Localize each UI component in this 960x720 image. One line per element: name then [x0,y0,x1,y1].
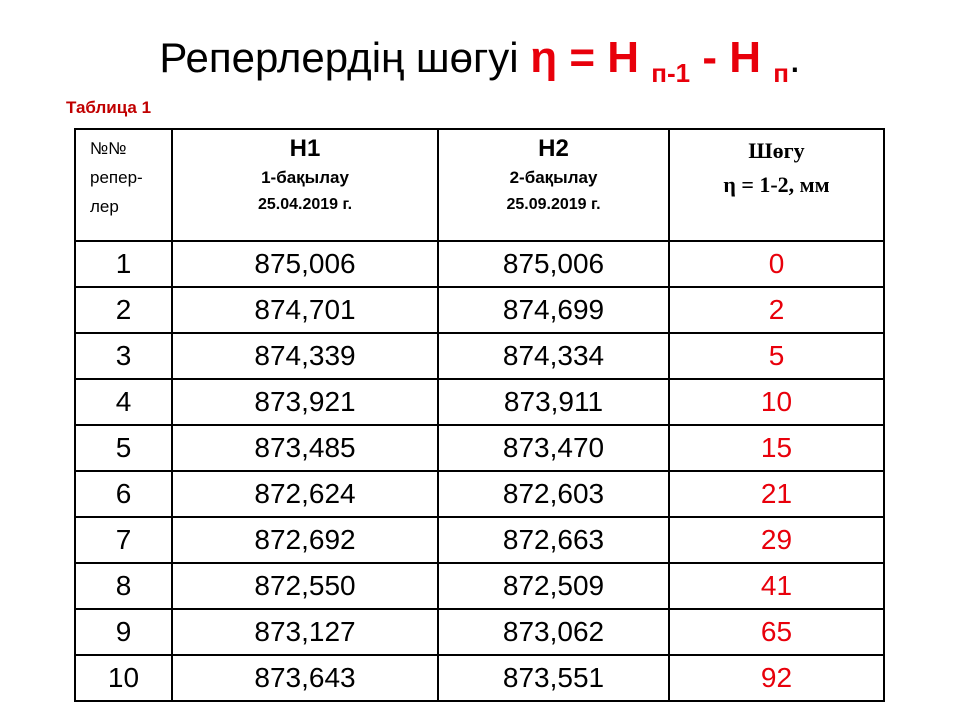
cell-benchmark-number: 4 [75,379,172,425]
cell-h1-value: 874,339 [172,333,438,379]
cell-settlement-value: 10 [669,379,884,425]
formula-mid: - H [690,33,774,82]
cell-h1-value: 872,550 [172,563,438,609]
cell-settlement-value: 65 [669,609,884,655]
cell-benchmark-number: 7 [75,517,172,563]
cell-h2-value: 872,509 [438,563,669,609]
cell-settlement-value: 2 [669,287,884,333]
cell-settlement-value: 29 [669,517,884,563]
table-row [75,563,884,609]
cell-h2-value: 873,911 [438,379,669,425]
table-row [75,609,884,655]
cell-settlement-value: 5 [669,333,884,379]
header-settlement-title: Шөгу [748,138,805,163]
cell-h1-value: 872,624 [172,471,438,517]
cell-h1-value: 875,006 [172,241,438,287]
cell-settlement-value: 92 [669,655,884,701]
cell-h1-value: 873,643 [172,655,438,701]
cell-benchmark-number: 6 [75,471,172,517]
table-header-row [75,129,884,241]
formula-main: η = H [530,33,652,82]
cell-h1-value: 874,701 [172,287,438,333]
cell-benchmark-number: 9 [75,609,172,655]
table-row [75,471,884,517]
header-h1 [172,129,438,241]
title-period: . [788,34,801,81]
benchmark-table [74,128,885,702]
table-caption: Таблица 1 [66,98,152,117]
cell-benchmark-number: 10 [75,655,172,701]
table-row [75,287,884,333]
table-row [75,517,884,563]
cell-settlement-value: 0 [669,241,884,287]
cell-benchmark-number: 1 [75,241,172,287]
cell-h2-value: 872,603 [438,471,669,517]
header-h2-symbol: H2 [538,135,569,162]
cell-h2-value: 872,663 [438,517,669,563]
header-h1-symbol: H1 [289,135,321,162]
cell-settlement-value: 41 [669,563,884,609]
header-settlement [669,129,884,241]
cell-h1-value: 873,921 [172,379,438,425]
cell-benchmark-number: 2 [75,287,172,333]
table-row [75,425,884,471]
cell-h2-value: 874,334 [438,333,669,379]
header-h1-label: 1-бақылау [261,168,349,187]
header-h2-label: 2-бақылау [509,168,598,187]
cell-h2-value: 873,062 [438,609,669,655]
cell-settlement-value: 21 [669,471,884,517]
header-settlement-formula: η = 1-2, мм [723,172,830,197]
cell-h1-value: 873,485 [172,425,438,471]
cell-benchmark-number: 8 [75,563,172,609]
cell-h2-value: 873,551 [438,655,669,701]
header-benchmark-number: №№ репер- лер [75,129,172,241]
header-h2-date: 25.09.2019 г. [506,196,601,213]
table-row [75,241,884,287]
title-text: Реперлердің шөгуі [159,34,531,81]
table-row [75,379,884,425]
cell-h2-value: 873,470 [438,425,669,471]
table-body [75,241,884,701]
title-formula [530,33,789,88]
cell-benchmark-number: 3 [75,333,172,379]
cell-h1-value: 873,127 [172,609,438,655]
table-row [75,655,884,701]
header-h1-date: 25.04.2019 г. [257,196,353,213]
formula-subscript-2: п [773,58,789,88]
slide-title [0,28,960,93]
header-h2 [438,129,669,241]
formula-subscript-1: п-1 [651,58,691,88]
cell-benchmark-number: 5 [75,425,172,471]
table-row [75,333,884,379]
cell-h2-value: 875,006 [438,241,669,287]
cell-h1-value: 872,692 [172,517,438,563]
cell-settlement-value: 15 [669,425,884,471]
cell-h2-value: 874,699 [438,287,669,333]
